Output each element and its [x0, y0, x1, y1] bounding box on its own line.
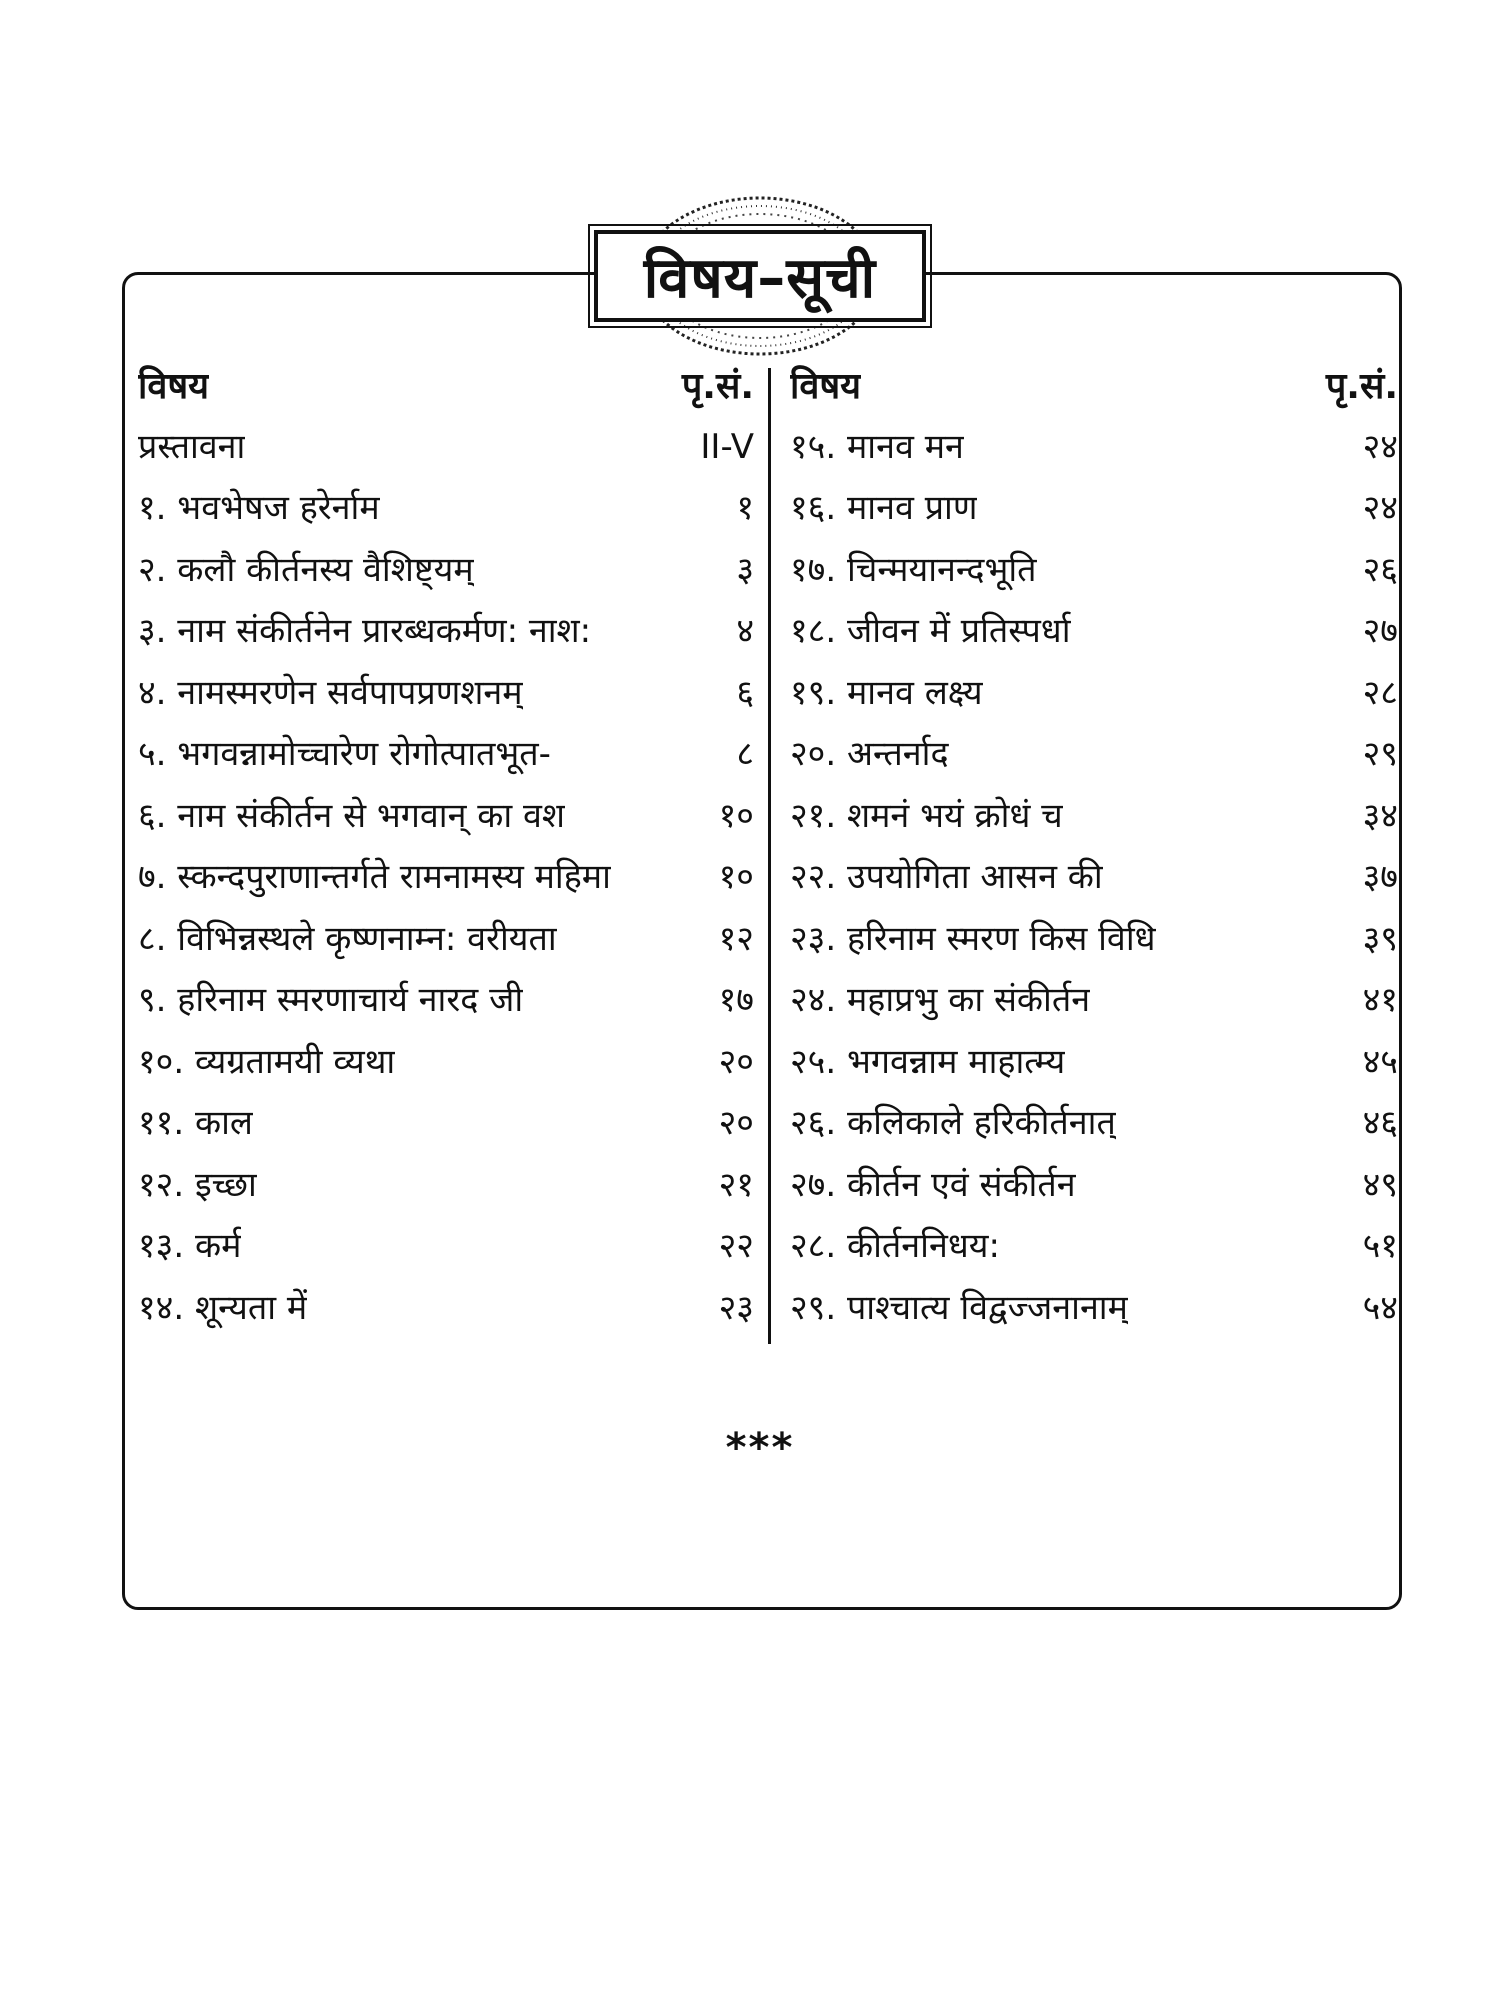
toc-entry: [790, 606, 1402, 668]
entry-name: १९. मानव लक्ष्य: [790, 672, 983, 713]
toc-entry: [790, 1160, 1402, 1222]
entry-page: II-V: [700, 426, 754, 467]
toc-entry: [790, 975, 1402, 1037]
entry-name: ६. नाम संकीर्तन से भगवान् का वश: [138, 795, 566, 836]
entry-name: १. भवभेषज हरेर्नाम: [138, 488, 380, 528]
entry-name: २३. हरिनाम स्मरण किस विधि: [790, 918, 1156, 959]
entry-page: २२: [718, 1226, 754, 1266]
entry-page: १: [736, 488, 754, 528]
left-page-header: पृ.सं.: [681, 366, 754, 407]
entry-page: २९: [1362, 734, 1398, 774]
entry-page: २१: [718, 1164, 754, 1205]
toc-entry: [790, 1221, 1402, 1283]
entry-page: १०: [718, 795, 754, 836]
entry-name: १५. मानव मन: [790, 426, 964, 467]
entry-page: २४: [1362, 426, 1398, 467]
entry-page: २४: [1362, 488, 1398, 528]
entry-name: २२. उपयोगिता आसन की: [790, 857, 1103, 897]
toc-entry: [790, 668, 1402, 730]
entry-name: २०. अन्तर्नाद: [790, 734, 949, 774]
entry-page: ४: [736, 611, 754, 651]
toc-entry: [138, 914, 760, 976]
entry-page: ६: [736, 672, 754, 713]
entry-name: २. कलौ कीर्तनस्य वैशिष्ट्यम्: [138, 549, 474, 590]
entry-page: २०: [718, 1041, 754, 1082]
entry-page: १०: [718, 857, 754, 897]
toc-entry: [790, 729, 1402, 791]
end-mark: ***: [725, 1425, 795, 1471]
entry-page: ५४: [1362, 1287, 1398, 1328]
entry-page: ३७: [1362, 857, 1398, 897]
entry-page: ४५: [1362, 1041, 1398, 1082]
entry-page: २०: [718, 1103, 754, 1143]
entry-page: ८: [736, 734, 754, 774]
column-divider: [768, 368, 771, 1344]
entry-page: ३: [736, 549, 754, 590]
right-page-header: पृ.सं.: [1325, 366, 1398, 407]
left-subject-header: विषय: [138, 366, 210, 407]
entry-name: ९. हरिनाम स्मरणाचार्य नारद जी: [138, 980, 524, 1020]
entry-page: २३: [718, 1287, 754, 1328]
entry-name: १७. चिन्मयानन्दभूति: [790, 549, 1037, 590]
toc-entry: [138, 1037, 760, 1099]
toc-entry: [138, 1283, 760, 1345]
entry-name: २६. कलिकाले हरिकीर्तनात्: [790, 1103, 1116, 1143]
toc-entry: [138, 852, 760, 914]
page-title: विषय–सूची: [643, 246, 877, 311]
entry-name: १८. जीवन में प्रतिस्पर्धा: [790, 611, 1071, 651]
entry-name: २८. कीर्तननिधय:: [790, 1226, 1000, 1266]
toc-entry: [138, 668, 760, 730]
title-block: [570, 192, 950, 360]
toc-entry: [138, 1160, 760, 1222]
entry-page: २८: [1362, 672, 1398, 713]
entry-name: १३. कर्म: [138, 1226, 242, 1266]
entry-name: १४. शून्यता में: [138, 1287, 308, 1328]
entry-name: ३. नाम संकीर्तनेन प्रारब्धकर्मण: नाश:: [138, 611, 592, 651]
entry-page: ४६: [1362, 1103, 1398, 1143]
entry-name: १२. इच्छा: [138, 1164, 257, 1205]
toc-entry: [138, 483, 760, 545]
entry-name: २७. कीर्तन एवं संकीर्तन: [790, 1164, 1076, 1205]
entry-name: ८. विभिन्नस्थले कृष्णनाम्न: वरीयता: [138, 918, 557, 959]
toc-entry: [138, 791, 760, 853]
toc-entry: [790, 422, 1402, 484]
toc-entry: [138, 729, 760, 791]
entry-name: १०. व्यग्रतामयी व्यथा: [138, 1041, 396, 1082]
toc-entry: [790, 483, 1402, 545]
right-column: [790, 360, 1402, 1344]
entry-name: २५. भगवन्नाम माहात्म्य: [790, 1041, 1066, 1082]
entry-name: ५. भगवन्नामोच्चारेण रोगोत्पातभूत-: [138, 734, 551, 774]
toc-entry: [138, 545, 760, 607]
toc-entry: [790, 1283, 1402, 1345]
toc-entry: [138, 1098, 760, 1160]
entry-page: २७: [1362, 611, 1398, 651]
toc-entry: [790, 914, 1402, 976]
toc-entry: [790, 852, 1402, 914]
entry-page: ५१: [1362, 1226, 1398, 1266]
toc-entry: [790, 1037, 1402, 1099]
toc-entry: [138, 606, 760, 668]
entry-page: १२: [718, 918, 754, 959]
left-header-row: [138, 360, 760, 422]
entry-page: ४१: [1362, 980, 1398, 1020]
toc-entry: [790, 545, 1402, 607]
toc-entry: [138, 1221, 760, 1283]
entry-page: १७: [718, 980, 754, 1020]
entry-name: ७. स्कन्दपुराणान्तर्गते रामनामस्य महिमा: [138, 857, 611, 897]
entry-name: २९. पाश्चात्य विद्वज्जनानाम्: [790, 1287, 1128, 1328]
entry-name: २१. शमनं भयं क्रोधं च: [790, 795, 1063, 836]
right-subject-header: विषय: [790, 366, 862, 407]
left-column: [138, 360, 760, 1344]
entry-name: ४. नामस्मरणेन सर्वपापप्रणशनम्: [138, 672, 523, 713]
title-box: [594, 230, 926, 322]
right-header-row: [790, 360, 1402, 422]
entry-page: ३४: [1362, 795, 1398, 836]
entry-page: २६: [1362, 549, 1398, 590]
entry-page: ३९: [1362, 918, 1398, 959]
toc-entry: [790, 791, 1402, 853]
entry-page: ४९: [1362, 1164, 1398, 1205]
entry-name: ११. काल: [138, 1103, 253, 1143]
toc-entry: [138, 975, 760, 1037]
entry-name: १६. मानव प्राण: [790, 488, 978, 528]
entry-name: २४. महाप्रभु का संकीर्तन: [790, 980, 1091, 1020]
entry-name: प्रस्तावना: [138, 426, 246, 467]
toc-entry: [790, 1098, 1402, 1160]
toc-entry: [138, 422, 760, 484]
